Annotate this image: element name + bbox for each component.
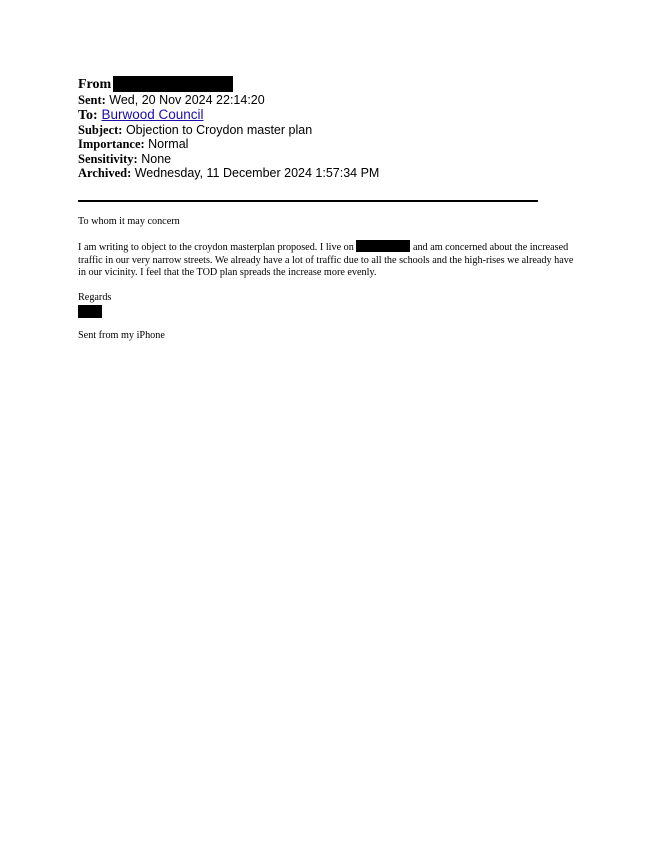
importance-label: Importance:	[78, 137, 145, 152]
from-row	[78, 76, 598, 93]
closing: Regards	[78, 291, 112, 303]
subject-label: Subject:	[78, 123, 123, 138]
sent-value: Wed, 20 Nov 2024 22:14:20	[109, 92, 265, 107]
email-header	[78, 76, 598, 180]
importance-row	[78, 137, 598, 151]
sensitivity-label: Sensitivity:	[78, 151, 138, 166]
closing-block	[78, 292, 578, 318]
email-body	[78, 216, 578, 354]
redacted-sender	[113, 76, 233, 92]
paragraph-start: I am writing to object to the croydon masterplan proposed. I live on	[78, 242, 354, 254]
redacted-address	[356, 240, 410, 252]
body-paragraph	[78, 240, 578, 279]
paragraph-rest: and am concerned about the increased traffic in our very narrow streets. We already have a lot of traffic due to all the schools and the high-rises we already have in our vicinity. I feel that the TOD plan spreads the increase more evenly.	[78, 242, 574, 279]
importance-value: Normal	[148, 137, 189, 152]
redacted-name	[78, 305, 102, 318]
subject-value: Objection to Croydon master plan	[125, 123, 313, 138]
sensitivity-row	[78, 152, 598, 166]
greeting: To whom it may concern	[78, 216, 180, 227]
sensitivity-value: None	[141, 151, 172, 166]
sent-label: Sent:	[78, 92, 106, 107]
header-divider	[78, 200, 538, 202]
to-recipient-link[interactable]: Burwood Council	[101, 106, 204, 122]
subject-row	[78, 123, 598, 137]
signature: Sent from my iPhone	[78, 330, 165, 342]
archived-value: Wednesday, 11 December 2024 1:57:34 PM	[134, 165, 380, 180]
archived-row	[78, 166, 598, 180]
from-label: From	[78, 77, 112, 92]
to-label: To:	[78, 107, 98, 123]
sent-row	[78, 93, 598, 107]
to-row	[78, 107, 598, 124]
archived-label: Archived:	[78, 165, 132, 180]
